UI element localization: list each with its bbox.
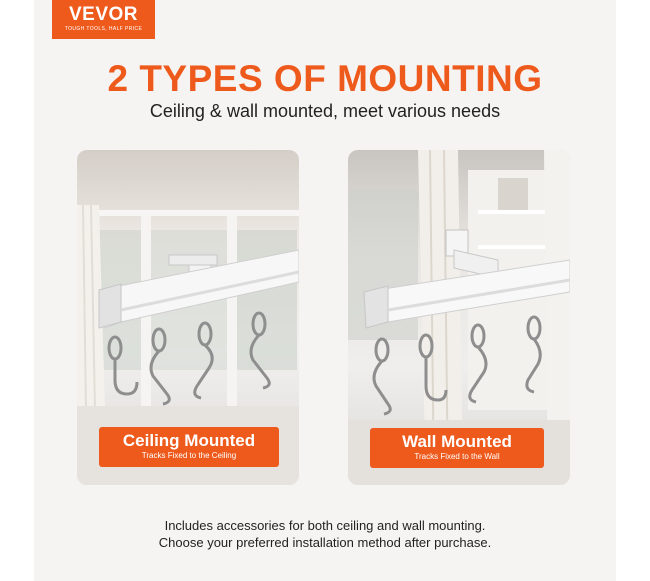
wall-mounted-title: Wall Mounted [402, 432, 512, 451]
wall-mounted-card [348, 150, 570, 485]
brand-name: VEVOR [68, 4, 139, 25]
wall-mounted-label [370, 428, 544, 468]
ceiling-mounted-label [99, 427, 279, 467]
footer-line-2: Choose your preferred installation method after purchase. [158, 535, 492, 550]
subheadline: Ceiling & wall mounted, meet various needs [149, 101, 501, 121]
ceiling-mounted-card [77, 150, 299, 485]
brand-tagline: TOUGH TOOLS, HALF PRICE [64, 26, 143, 32]
wall-mounted-subtitle: Tracks Fixed to the Wall [414, 452, 500, 461]
ceiling-mounted-title: Ceiling Mounted [122, 431, 256, 450]
vevor-logo [52, 0, 155, 39]
ceiling-mounted-subtitle: Tracks Fixed to the Ceiling [141, 451, 237, 460]
footer-line-1: Includes accessories for both ceiling and wall mounting. [164, 518, 486, 533]
headline: 2 TYPES OF MOUNTING [107, 58, 543, 99]
